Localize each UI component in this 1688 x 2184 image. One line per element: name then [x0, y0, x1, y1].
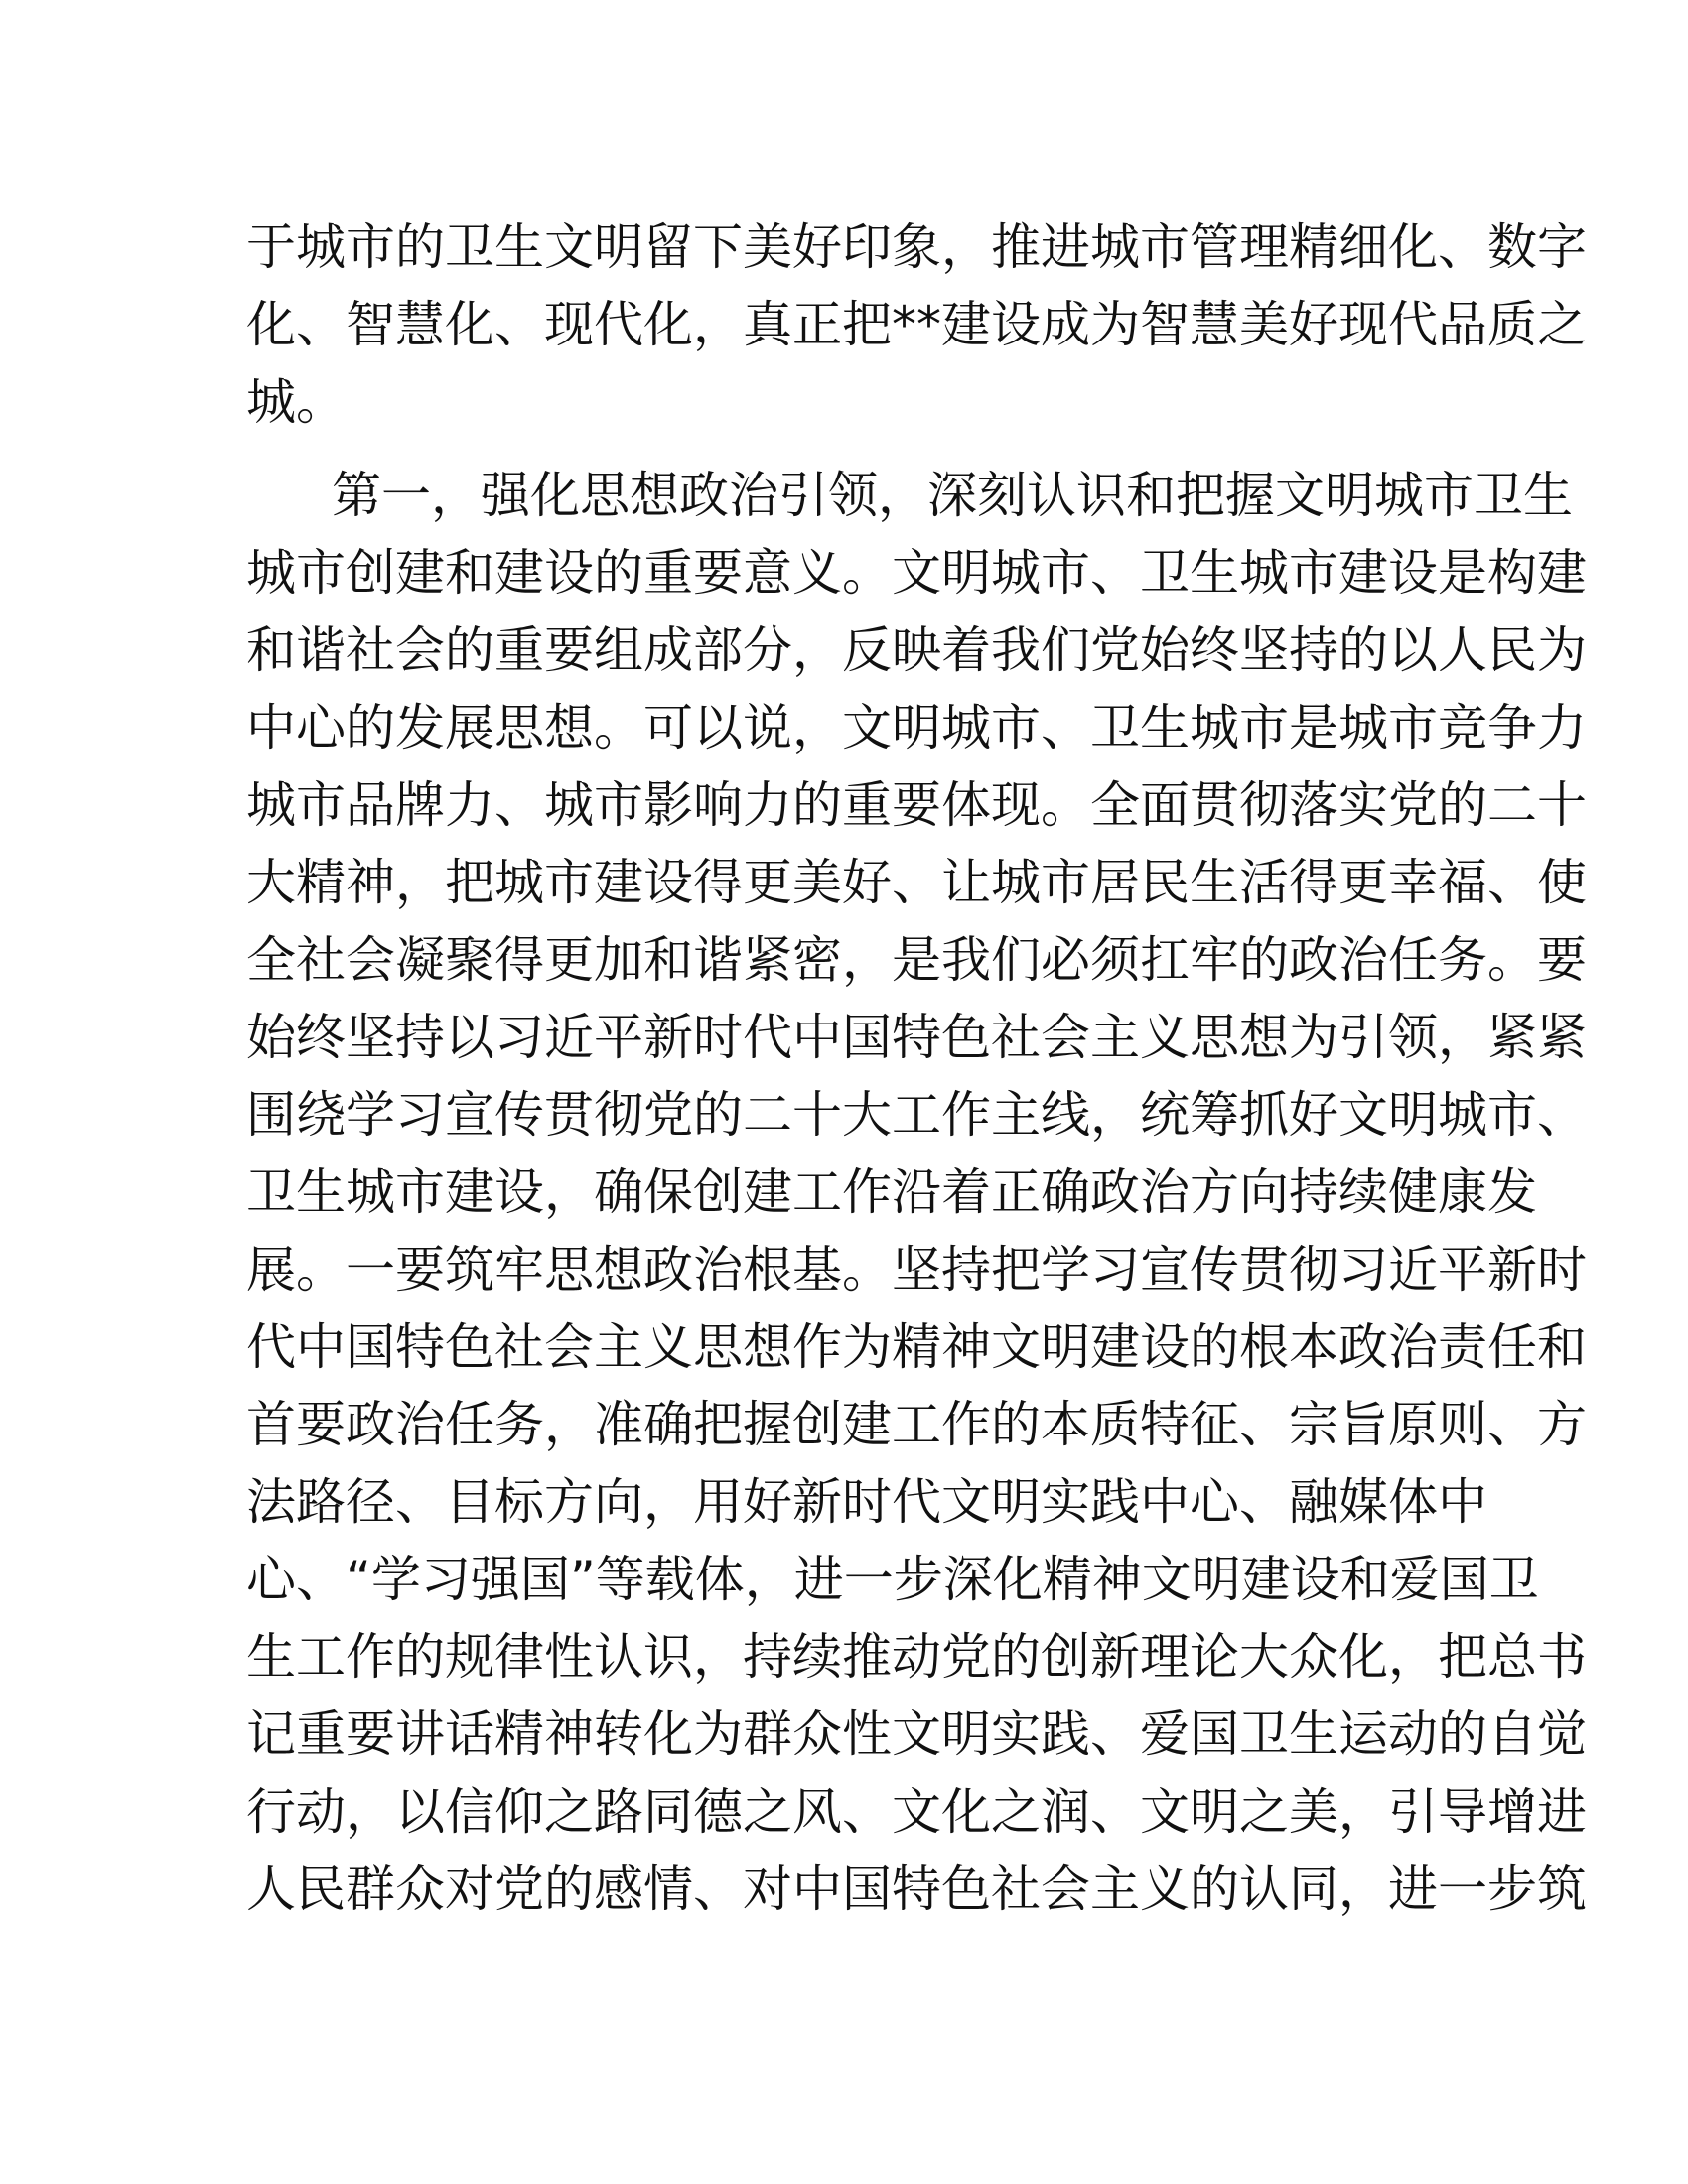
- text-line: 人民群众对党的感情、对中国特色社会主义的认同，进一步筑: [246, 1860, 1587, 1918]
- text-line: 法路径、目标方向，用好新时代文明实践中心、融媒体中: [246, 1473, 1487, 1531]
- text-line: 和谐社会的重要组成部分，反映着我们党始终坚持的以人民为: [246, 621, 1587, 679]
- text-line: 城市品牌力、城市影响力的重要体现。全面贯彻落实党的二十: [246, 776, 1587, 834]
- text-line: 行动，以信仰之路同德之风、文化之润、文明之美，引导增进: [246, 1783, 1587, 1841]
- text-line: 记重要讲话精神转化为群众性文明实践、爱国卫生运动的自觉: [246, 1706, 1587, 1763]
- text-line: 展。一要筑牢思想政治根基。坚持把学习宣传贯彻习近平新时: [246, 1241, 1587, 1298]
- document-body: [246, 208, 1587, 1928]
- text-line: 卫生城市建设，确保创建工作沿着正确政治方向持续健康发: [246, 1163, 1537, 1221]
- text-line: 首要政治任务，准确把握创建工作的本质特征、宗旨原则、方: [246, 1396, 1587, 1453]
- text-line: 第一，强化思想政治引领，深刻认识和把握文明城市卫生: [332, 467, 1573, 524]
- text-line: 代中国特色社会主义思想作为精神文明建设的根本政治责任和: [246, 1318, 1587, 1376]
- text-line: 于城市的卫生文明留下美好印象，推进城市管理精细化、数字: [246, 218, 1587, 276]
- text-line: 全社会凝聚得更加和谐紧密，是我们必须扛牢的政治任务。要: [246, 931, 1587, 989]
- paragraph-spacing: [246, 441, 1442, 457]
- text-line: 始终坚持以习近平新时代中国特色社会主义思想为引领，紧紧: [246, 1009, 1587, 1066]
- paragraph-first-point: [246, 457, 1587, 1928]
- text-line: 心、“学习强国”等载体，进一步深化精神文明建设和爱国卫: [246, 1551, 1539, 1608]
- text-line: 生工作的规律性认识，持续推动党的创新理论大众化，把总书: [246, 1628, 1587, 1686]
- text-line: 城。: [246, 373, 346, 431]
- text-line: 中心的发展思想。可以说，文明城市、卫生城市是城市竞争力: [246, 699, 1587, 756]
- text-line: 化、智慧化、现代化，真正把**建设成为智慧美好现代品质之: [246, 296, 1587, 353]
- paragraph-continuation: [246, 208, 1587, 441]
- text-line: 大精神，把城市建设得更美好、让城市居民生活得更幸福、使: [246, 854, 1587, 911]
- text-line: 城市创建和建设的重要意义。文明城市、卫生城市建设是构建: [246, 544, 1587, 602]
- text-line: 围绕学习宣传贯彻党的二十大工作主线，统筹抓好文明城市、: [246, 1086, 1587, 1144]
